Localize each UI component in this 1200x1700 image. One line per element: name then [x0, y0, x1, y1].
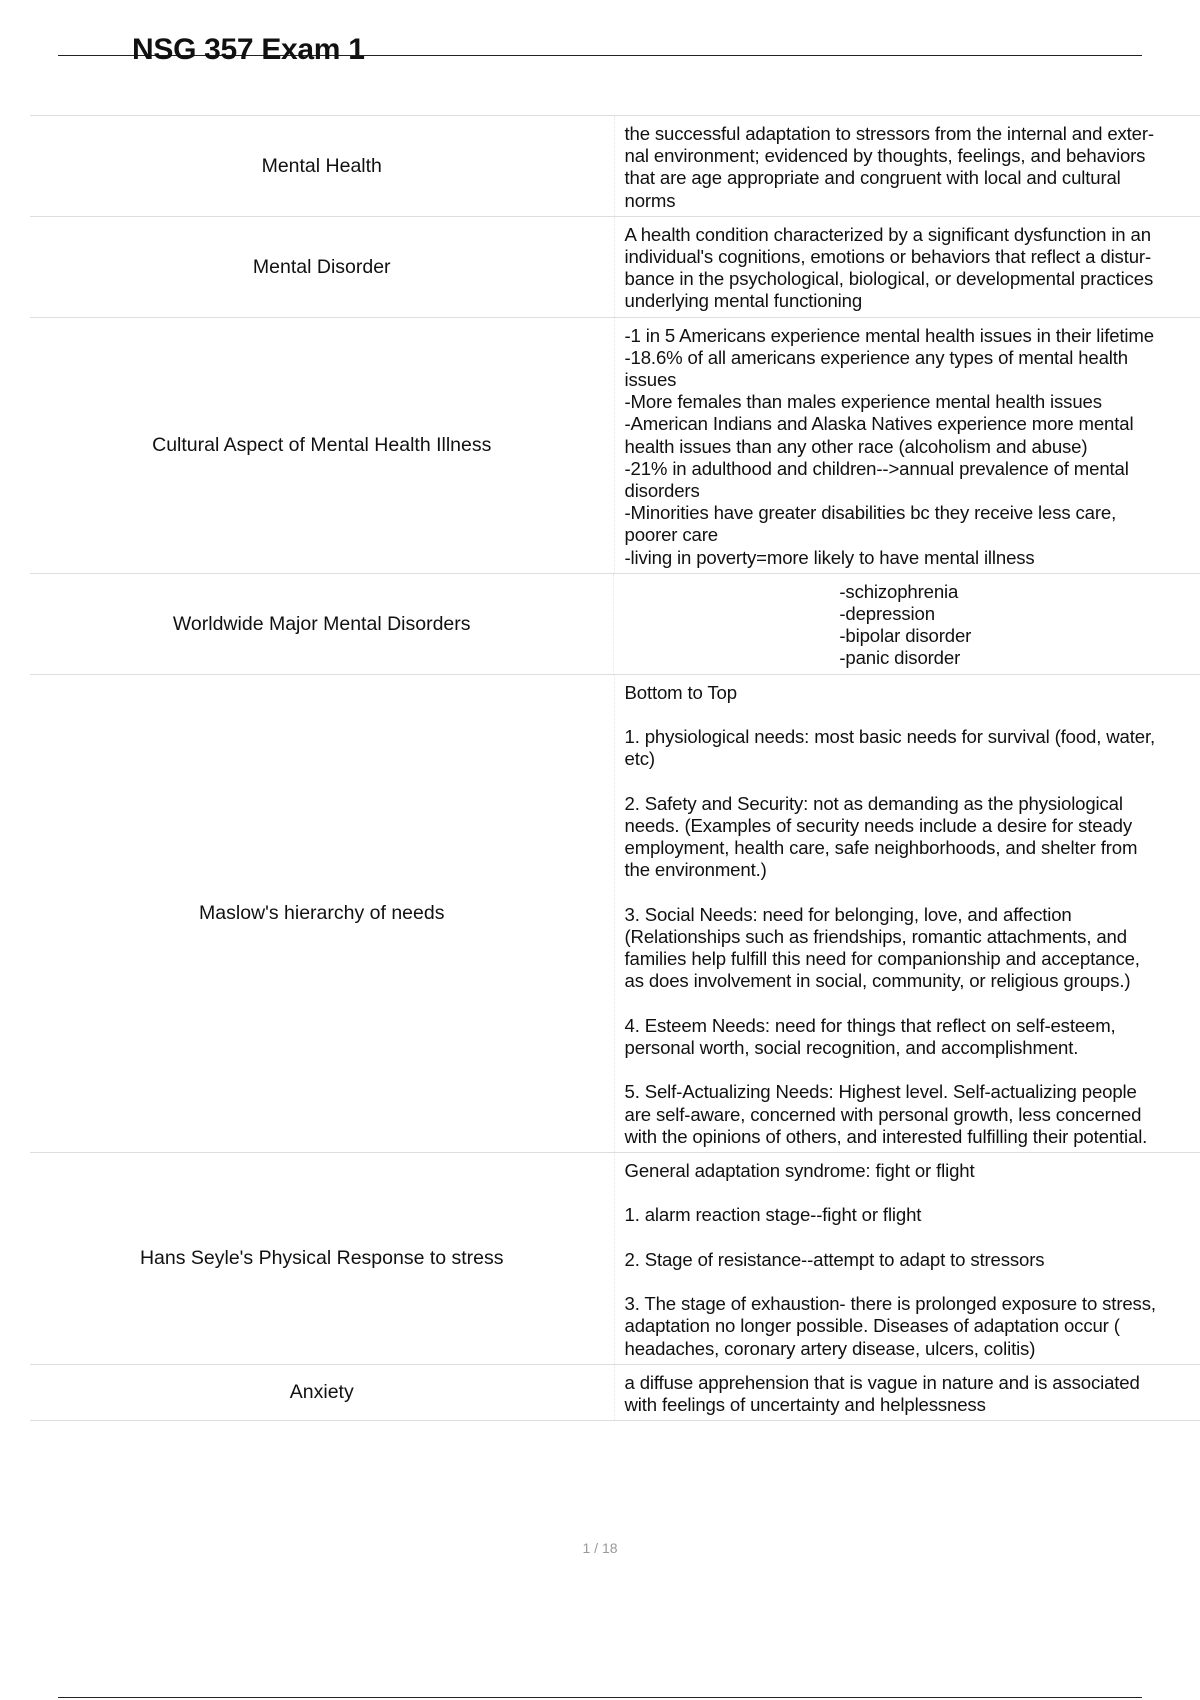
- definition-cell: a diffuse apprehension that is vague in nature and is associated with feelings of uncertainty and helplessness: [624, 1371, 1140, 1415]
- term-cell: Mental Health: [30, 116, 615, 216]
- term-cell: Anxiety: [30, 1365, 615, 1420]
- footer-rule: [58, 1697, 1142, 1698]
- table-row: [30, 116, 1200, 217]
- table-row: [30, 675, 1200, 1153]
- definition-cell: the successful adaptation to stressors from the internal and exter- nal environment; evidenced by thoughts, feelings, and behaviors that are age appropriate and congruent with local and cultural norms: [624, 123, 1154, 211]
- table-row: [30, 1365, 1200, 1421]
- page-indicator: 1 / 18: [582, 1540, 618, 1556]
- table-row: [30, 1153, 1200, 1365]
- definition-cell: -schizophrenia -depression -bipolar disorder -panic disorder: [839, 580, 972, 669]
- definition-cell: General adaptation syndrome: fight or flight 1. alarm reaction stage--fight or flight 2. Stage of resistance--attempt to adapt to stressors 3. The stage of exhaustion- there is prolonged exposure to stress, adaptation no longer possible. Diseases of adaptation occur ( headaches, coronary artery disease, ulcers, colitis): [624, 1159, 1156, 1359]
- term-cell: Hans Seyle's Physical Response to stress: [30, 1153, 615, 1364]
- flashcard-table: [30, 115, 1200, 1421]
- definition-cell: Bottom to Top 1. physiological needs: most basic needs for survival (food, water, etc) 2. Safety and Security: not as demanding as the physiological needs. (Examples of security needs include a desire for steady employment, health care, safe neighborhoods, and shelter from the environment.) 3. Social Needs: need for belonging, love, and affection (Relationships such as friendships, romantic attachments, and families help fulfill this need for companionship and acceptance, as does involvement in social, community, or religious groups.) 4. Esteem Needs: need for things that reflect on self-esteem, personal worth, social recognition, and accomplishment. 5. Self-Actualizing Needs: Highest level. Self-actualizing people are self-aware, concerned with personal growth, less concerned with the opinions of others, and interested fulfilling their potential.: [624, 681, 1155, 1147]
- term-cell: Worldwide Major Mental Disorders: [30, 574, 614, 674]
- term-cell: Cultural Aspect of Mental Health Illness: [30, 318, 615, 573]
- definition-cell: A health condition characterized by a significant dysfunction in an individual's cognitions, emotions or behaviors that reflect a distur- bance in the psychological, biological, or developmental practices underlying mental functioning: [624, 223, 1154, 312]
- term-cell: Mental Disorder: [30, 217, 615, 317]
- term-cell: Maslow's hierarchy of needs: [30, 675, 615, 1152]
- definition-cell: -1 in 5 Americans experience mental health issues in their lifetime -18.6% of all americans experience any types of mental health issues -More females than males experience mental health issues -American Indians and Alaska Natives experience more mental health issues than any other race (alcoholism and abuse) -21% in adulthood and children-->annual prevalence of mental disorders -Minorities have greater disabilities bc they receive less care, poorer care -living in poverty=more likely to have mental illness: [624, 324, 1154, 568]
- document-title: NSG 357 Exam 1: [132, 33, 365, 66]
- table-row: [30, 574, 1200, 675]
- table-row: [30, 318, 1200, 574]
- table-row: [30, 217, 1200, 318]
